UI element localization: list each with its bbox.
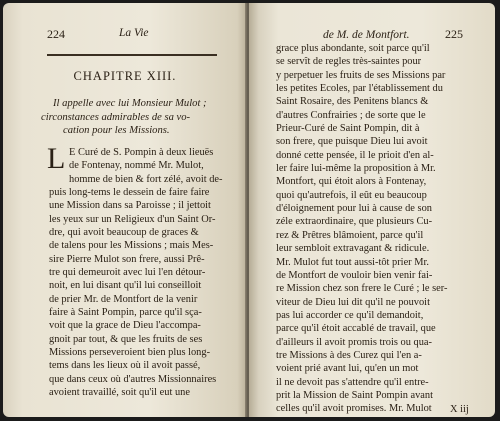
summary-line: Il appelle avec lui Monsieur Mulot ; bbox=[53, 98, 207, 109]
text-line: les petites Ecoles, par l'établissement du bbox=[276, 83, 443, 95]
right-running-head: de M. de Montfort. bbox=[323, 29, 410, 41]
text-line: tre Missions à des Curez qui l'en a- bbox=[276, 349, 422, 361]
text-line: viteur de Dieu lui dit qu'il ne pouvoit bbox=[276, 296, 430, 308]
summary-line: cation pour les Missions. bbox=[63, 125, 170, 136]
text-line: homme de bien & fort zélé, avoit de- bbox=[69, 173, 223, 185]
text-line: donné cette pensée, il le prioit d'en al- bbox=[276, 149, 434, 161]
text-line: avoient travaillé, soit qu'il eut une bbox=[49, 387, 190, 399]
chapter-summary bbox=[41, 97, 231, 138]
text-line: faire à Saint Pompin, parce qu'il sça- bbox=[49, 307, 202, 319]
text-line: d'ailleurs il avoit promis trois ou qua- bbox=[276, 336, 432, 348]
left-page-number: 224 bbox=[47, 27, 65, 41]
summary-line: circonstances admirables de sa vo- bbox=[41, 111, 191, 123]
text-line: re Mission chez son frere le Curé ; le ser- bbox=[276, 283, 448, 295]
left-running-head: La Vie bbox=[119, 27, 149, 39]
text-line: son frere, que puisque Dieu lui avoit bbox=[276, 136, 428, 148]
right-page-number: 225 bbox=[445, 27, 463, 41]
text-line: grace plus abondante, soit parce qu'il bbox=[276, 43, 430, 54]
text-line: puis long-tems le dessein de faire faire bbox=[49, 187, 210, 198]
text-line: se servît de regles très-saintes pour bbox=[276, 56, 422, 68]
text-line: Saint Rosaire, des Penitens blancs & bbox=[276, 96, 429, 108]
text-line: de Montfort de vouloir bien venir fai- bbox=[276, 269, 433, 281]
text-line: les yeux sur un Religieux d'un Saint Or- bbox=[49, 213, 216, 225]
text-line: tems dans les lieux où il avoit passé, bbox=[49, 360, 201, 372]
chapter-title: CHAPITRE XIII. bbox=[73, 69, 177, 83]
text-line: zéle extraordinaire, que plusieurs Cu- bbox=[276, 216, 433, 228]
text-line: ler faire lui-même la proposition à Mr. bbox=[276, 163, 436, 175]
text-line: parce qu'il étoit accablé de travail, que bbox=[276, 323, 436, 335]
header-rule bbox=[47, 54, 217, 56]
text-line: sire Pierre Mulot son frere, aussi Prê- bbox=[49, 253, 205, 265]
text-line: noit, en lui disant qu'il lui conseilloit bbox=[49, 280, 202, 292]
text-line: y perpetuer les fruits de ses Missions par bbox=[276, 69, 446, 81]
text-line: d'autres Confrairies ; de sorte que le bbox=[276, 109, 426, 121]
text-line: Missions perseveroient bien plus long- bbox=[49, 347, 211, 359]
text-line: que dans ceux où d'autres Missionnaires bbox=[49, 373, 217, 385]
text-line: de Fontenay, nommé Mr. Mulot, bbox=[69, 160, 204, 172]
text-line: une Mission dans sa Paroisse ; il jettoit bbox=[49, 200, 211, 212]
text-line: d'éloignement pour lui à cause de son bbox=[276, 203, 432, 215]
text-line: de talens pour les Missions ; mais Mes- bbox=[49, 240, 214, 252]
text-line: pas lui accorder ce qu'il demandoit, bbox=[276, 309, 424, 321]
text-line: dre, qui avoit beaucoup de graces & bbox=[49, 227, 199, 239]
first-lines bbox=[69, 146, 223, 186]
text-line: leur sembloit extravagant & ridicule. bbox=[276, 243, 430, 255]
text-line: voit que la grace de Dieu l'accompa- bbox=[49, 320, 201, 332]
text-line: quoi qu'autrefois, il eût eu beaucoup bbox=[276, 189, 427, 201]
right-page bbox=[249, 3, 495, 417]
text-line: il ne devoit pas s'attendre qu'il entre- bbox=[276, 376, 429, 388]
text-line: prit la Mission de Saint Pompin avant bbox=[276, 389, 434, 401]
drop-cap: L bbox=[47, 142, 66, 175]
right-body-text bbox=[276, 42, 447, 416]
left-body-text bbox=[49, 186, 216, 400]
text-line: Prieur-Curé de Saint Pompin, dit à bbox=[276, 123, 420, 135]
signature-mark: X iij bbox=[450, 404, 469, 415]
left-page bbox=[3, 3, 247, 417]
text-line: rez & Prêtres blâmoient, parce qu'il bbox=[276, 229, 424, 241]
text-line: voient prié avant lui, qu'en un mot bbox=[276, 363, 419, 375]
text-line: tre qui demeuroit avec lui l'en détour- bbox=[49, 267, 206, 279]
text-line: de prier Mr. de Montfort de la venir bbox=[49, 293, 198, 305]
text-line: celles qu'il avoit promises. Mr. Mulot bbox=[276, 403, 432, 415]
text-line: Mr. Mulot fut tout aussi-tôt prier Mr. bbox=[276, 256, 429, 268]
text-line: gnoit par tout, & que les fruits de ses bbox=[49, 333, 203, 345]
text-line: Montfort, qui étoit alors à Fontenay, bbox=[276, 176, 427, 188]
open-book bbox=[3, 3, 495, 417]
text-line: E Curé de S. Pompin à deux lieuës bbox=[69, 147, 214, 158]
